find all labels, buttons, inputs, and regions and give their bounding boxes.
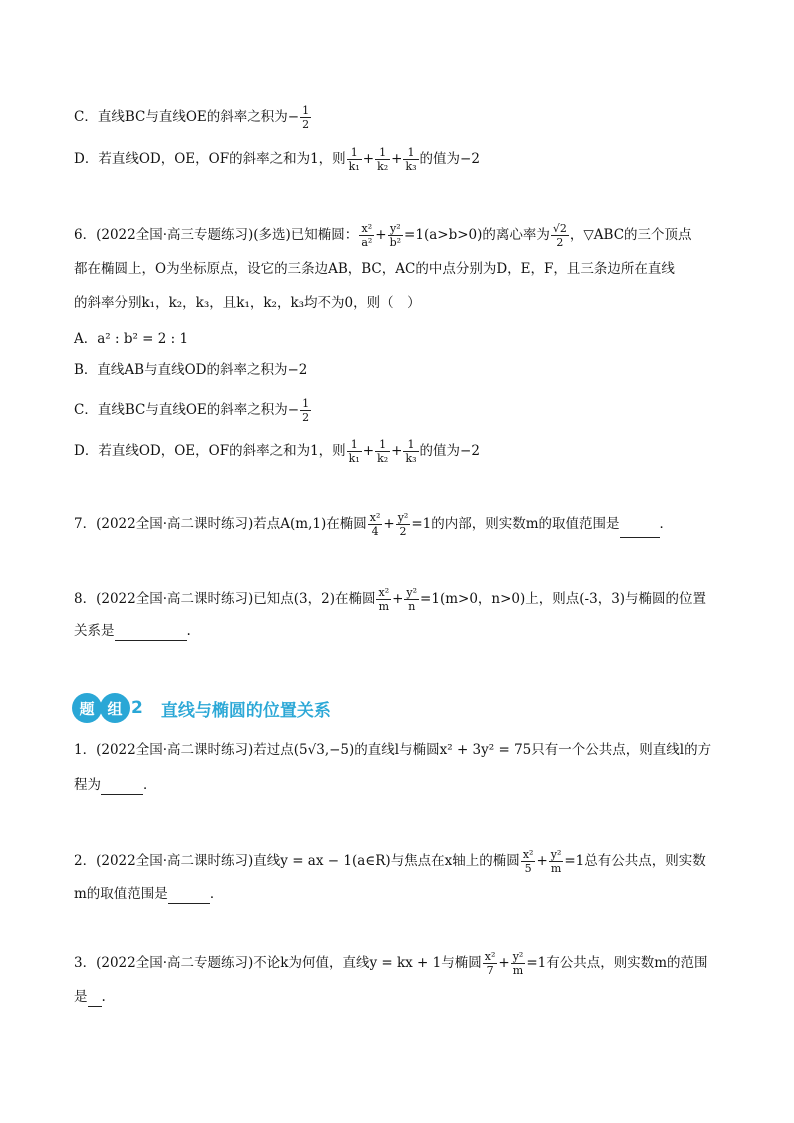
q6-line-3: 的斜率分别k₁，k₂，k₃，且k₁，k₂，k₃均不为0，则（ ） <box>74 295 421 311</box>
answer-blank <box>101 780 143 795</box>
q8-line-1: 8．(2022全国·高二课时练习)已知点(3，2)在椭圆 $\frac{\text{x²}}{m}$ + $\frac{\text{y²}}{n}$ =1(m>0，n>0)上，则点(-3，3)与椭圆的位置 <box>74 586 707 613</box>
q6-line-1: 6．(2022全国·高三专题练习)(多选)已知椭圆： $\frac{\text{x²}}{\text{a²}}$ + $\frac{\text{y²}}{\text{b²}}$ =1(a>b>0)的离心率为 $\frac{√2}{2}$ ，▽ABC的三个顶点 <box>74 222 692 249</box>
q8-line-2: 关系是 . <box>74 623 191 639</box>
fraction: $\frac{\text{x²}}{4}$ <box>369 511 381 538</box>
p1-line-1: 1．(2022全国·高二课时练习)若过点(5√3,−5)的直线l与椭圆x² + 3y² = 75只有一个公共点，则直线l的方 <box>74 742 712 758</box>
fraction: $\frac{1}{\text{k₁}}$ <box>348 438 360 465</box>
q5-option-d-text: D．若直线OD，OE，OF的斜率之和为1，则 <box>74 151 346 167</box>
q6-option-a: A．a² : b² = 2 : 1 <box>74 331 189 347</box>
heading-number: 2 <box>131 698 143 718</box>
fraction: $\frac{\text{x²}}{\text{a²}}$ <box>361 222 373 249</box>
fraction: $\frac{1}{\text{k₂}}$ <box>377 146 389 173</box>
heading-badge-zu: 组 <box>100 693 130 723</box>
q7-line: 7．(2022全国·高二课时练习)若点A(m,1)在椭圆 $\frac{\text{x²}}{4}$ + $\frac{\text{y²}}{2}$ =1的内部，则实数m的取值范围是 ． <box>74 511 674 538</box>
fraction: $\frac{1}{\text{k₃}}$ <box>405 438 417 465</box>
p1-line-2: 程为 ． <box>74 777 157 793</box>
fraction: $\frac{1}{\text{k₁}}$ <box>348 146 360 173</box>
answer-blank <box>115 626 187 641</box>
fraction: $\frac{\text{y²}}{\text{b²}}$ <box>389 222 402 249</box>
heading-title: 直线与椭圆的位置关系 <box>160 700 331 721</box>
fraction: $\frac{\text{y²}}{n}$ <box>406 586 418 613</box>
q6-line-2: 都在椭圆上，O为坐标原点，设它的三条边AB，BC，AC的中点分别为D，E，F，且三条边所在直线 <box>74 261 675 277</box>
point-coordinates: (5√3,−5) <box>293 742 355 758</box>
q6-option-d: D．若直线OD，OE，OF的斜率之和为1，则 $\frac{1}{\text{k₁}}$ + $\frac{1}{\text{k₂}}$ + $\frac{1}{\text{k₃}}$ 的值为−2 <box>74 438 480 465</box>
fraction: $\frac{\text{y²}}{m}$ <box>550 848 562 875</box>
p2-line-2: m的取值范围是 ． <box>74 886 224 902</box>
heading-badge-ti: 题 <box>72 693 102 723</box>
fraction: $\frac{√2}{2}$ <box>552 222 567 249</box>
p2-line-1: 2．(2022全国·高二课时练习)直线y = ax − 1(a∈R)与焦点在x轴上的椭圆 $\frac{\text{x²}}{5}$ + $\frac{\text{y²}}{m}$ =1总有公共点，则实数 <box>74 848 706 875</box>
answer-blank <box>88 992 102 1007</box>
p3-line-1: 3．(2022全国·高二专题练习)不论k为何值，直线y = kx + 1与椭圆 $\frac{\text{x²}}{7}$ + $\frac{\text{y²}}{m}$ =1有公共点，则实数m的范围 <box>74 950 708 977</box>
q5-option-c <box>74 104 734 131</box>
fraction: $\frac{1}{\text{k₂}}$ <box>377 438 389 465</box>
answer-blank <box>168 889 210 904</box>
q5-option-c-text: C．直线BC与直线OE的斜率之积为− <box>74 109 300 125</box>
fraction: $\frac{\text{x²}}{5}$ <box>522 848 534 875</box>
fraction: $\frac{\text{x²}}{7}$ <box>484 950 496 977</box>
answer-blank <box>620 523 660 538</box>
q5-option-d: D．若直线OD，OE，OF的斜率之和为1，则 $\frac{1}{\text{k₁}}$ + $\frac{1}{\text{k₂}}$ + $\frac{1}{\text{k₃}}$ 的值为−2 <box>74 146 480 173</box>
q6-option-b: B．直线AB与直线OD的斜率之积为−2 <box>74 362 308 378</box>
q6-option-c: C．直线BC与直线OE的斜率之积为− $\frac{1}{2}$ <box>74 397 310 424</box>
fraction: $\frac{\text{y²}}{m}$ <box>512 950 524 977</box>
fraction: $\frac{\text{y²}}{2}$ <box>397 511 409 538</box>
p3-line-2: 是 . <box>74 989 106 1005</box>
fraction: $\frac{1}{\text{k₃}}$ <box>405 146 417 173</box>
fraction: $\frac{\text{x²}}{m}$ <box>378 586 390 613</box>
fraction: $\frac{1}{2}$ <box>302 397 310 424</box>
section-heading <box>72 690 331 726</box>
fraction: $\frac{1}{2}$ <box>302 104 310 131</box>
